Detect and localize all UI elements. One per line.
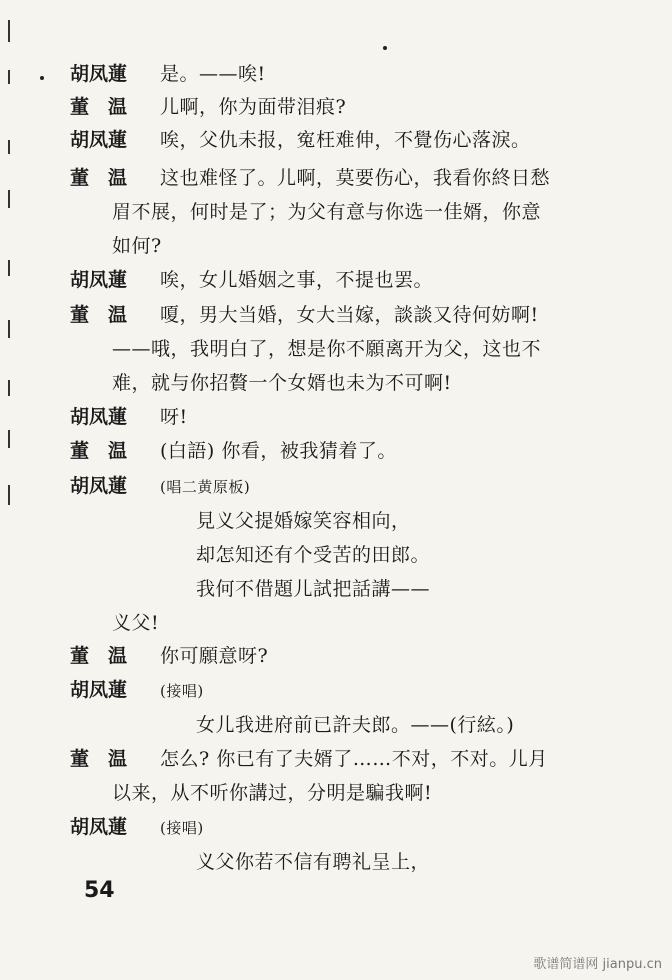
dialogue-line: 儿啊，你为面带泪痕? [160,96,347,118]
continuation-line: ——哦，我明白了，想是你不願离开为父，这也不 [112,338,542,360]
dialogue-line: 怎么? 你已有了夫婿了……不对，不对。儿月 [160,748,548,770]
verse-line: 女儿我进府前已許夫郎。——(行絃。) [196,714,515,736]
margin-mark [8,190,10,208]
dialogue-line: (白語) 你看，被我猜着了。 [160,440,397,462]
speaker-label: 董 温 [70,96,128,118]
speaker-label: 胡凤蓮 [70,63,128,85]
speaker-label: 董 温 [70,748,128,770]
dialogue-line: 是。——唉! [160,63,266,85]
stage-direction: (接唱) [160,682,204,700]
stage-direction: (接唱) [160,819,204,837]
stage-direction: (唱二黄原板) [160,478,251,496]
dialogue-line: 你可願意呀? [160,645,269,667]
watermark: 歌谱简谱网 jianpu.cn [533,957,662,972]
continuation-line: 眉不展，何时是了；为父有意与你选一佳婿，你意 [112,201,542,223]
verse-line: 义父你若不信有聘礼呈上， [196,851,431,873]
dialogue-line: 嗄，男大当婚，女大当嫁，談談又待何妨啊! [160,304,539,326]
speaker-label: 胡凤蓮 [70,679,128,701]
verse-line: 却怎知还有个受苦的田郎。 [196,544,431,566]
ink-dot [383,46,387,50]
speaker-label: 董 温 [70,645,128,667]
speaker-label: 胡凤蓮 [70,129,128,151]
margin-mark [8,430,10,448]
margin-mark [8,485,10,505]
speaker-label: 董 温 [70,440,128,462]
dialogue-line: 唉，女儿婚姻之事，不提也罢。 [160,269,434,291]
verse-line: 我何不借題儿試把話講—— [196,578,431,600]
margin-mark [8,320,10,338]
dialogue-line: 唉，父仇未报，寃枉难伸，不覺伤心落淚。 [160,129,531,151]
margin-mark [8,380,10,396]
speaker-label: 董 温 [70,167,128,189]
margin-mark [8,260,10,276]
speaker-label: 胡凤蓮 [70,816,128,838]
margin-mark [8,70,10,84]
verse-line: 見义父提婚嫁笑容相向， [196,510,411,532]
continuation-line: 以来，从不听你講过，分明是騙我啊! [112,782,433,804]
dialogue-line: 这也难怪了。儿啊，莫要伤心，我看你終日愁 [160,167,551,189]
dialogue-line: 呀! [160,406,188,428]
continuation-line: 如何? [112,235,162,257]
margin-mark [8,20,10,42]
speaker-label: 董 温 [70,304,128,326]
margin-mark [8,140,10,154]
page-number: 54 [84,878,115,903]
continuation-line: 义父! [112,612,160,634]
speaker-label: 胡凤蓮 [70,475,128,497]
ink-dot [40,76,44,80]
speaker-label: 胡凤蓮 [70,406,128,428]
speaker-label: 胡凤蓮 [70,269,128,291]
continuation-line: 难，就与你招贅一个女婿也未为不可啊! [112,372,452,394]
